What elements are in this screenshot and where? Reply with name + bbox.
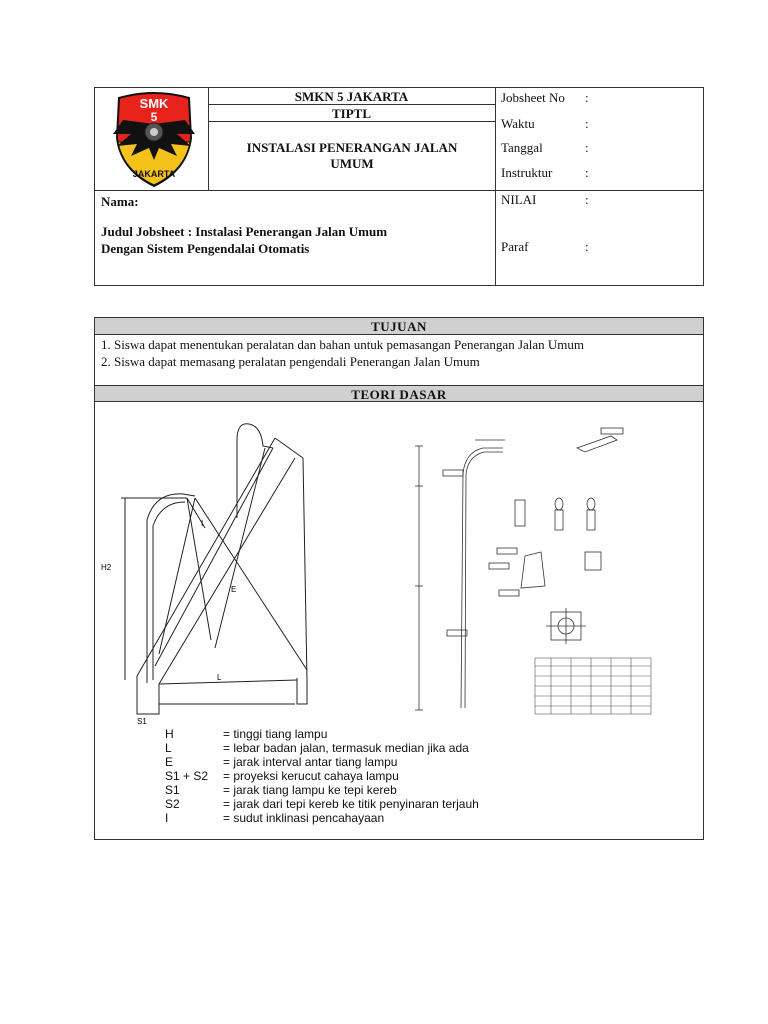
- legend-key: S2: [165, 797, 180, 811]
- jobsheet-header-table: [94, 87, 704, 286]
- school-logo: [105, 90, 203, 188]
- field-colon: :: [585, 90, 589, 105]
- tujuan-item-2: 2. Siswa dapat memasang peralatan pengendali Penerangan Jalan Umum: [101, 354, 480, 369]
- pole-technical-drawing: [405, 426, 665, 718]
- field-colon: :: [585, 140, 589, 155]
- legend-item: [165, 797, 479, 811]
- legend-desc: = tinggi tiang lampu: [223, 727, 328, 741]
- teori-heading: TEORI DASAR: [95, 385, 703, 402]
- legend-desc: = lebar badan jalan, termasuk median jika ada: [223, 741, 469, 755]
- legend-item: [165, 783, 397, 797]
- school-name: SMKN 5 JAKARTA: [294, 89, 409, 104]
- legend-item: [165, 811, 384, 825]
- field-waktu-label: Waktu: [501, 116, 535, 131]
- field-colon: :: [585, 165, 589, 180]
- jobsheet-title: INSTALASI PENERANGAN JALAN UMUM: [246, 140, 458, 171]
- legend-item: [165, 741, 469, 755]
- judul-line-2: Dengan Sistem Pengendalai Otomatis: [101, 241, 310, 256]
- department-name: TIPTL: [331, 106, 371, 121]
- legend-key: E: [165, 755, 174, 769]
- tujuan-item-1: 1. Siswa dapat menentukan peralatan dan bahan untuk pemasangan Penerangan Jalan Umum: [101, 337, 585, 352]
- label-s1: S1: [137, 717, 147, 726]
- paraf-colon: :: [585, 239, 589, 254]
- label-h2: H2: [101, 563, 112, 572]
- judul-line-1: Judul Jobsheet : Instalasi Penerangan Jalan Umum: [101, 224, 388, 239]
- legend-item: [165, 769, 399, 783]
- paraf-label: Paraf: [501, 239, 529, 254]
- legend-desc: = jarak dari tepi kereb ke titik penyinaran terjauh: [223, 797, 479, 811]
- street-light-geometry-diagram: [95, 418, 395, 728]
- field-instruktur-label: Instruktur: [501, 165, 553, 180]
- legend-desc: = sudut inklinasi pencahayaan: [223, 811, 385, 825]
- label-l: L: [217, 673, 222, 682]
- legend-desc: = jarak tiang lampu ke tepi kereb: [223, 783, 397, 797]
- field-jobsheet-no-label: Jobsheet No: [501, 90, 565, 105]
- legend-key: H: [165, 727, 174, 741]
- label-i: I: [201, 519, 204, 528]
- legend-key: I: [165, 811, 169, 825]
- legend-desc: = jarak interval antar tiang lampu: [223, 755, 398, 769]
- tujuan-heading: TUJUAN: [95, 318, 703, 335]
- field-tanggal-label: Tanggal: [501, 140, 543, 155]
- legend-key: L: [165, 741, 172, 755]
- nilai-label: NILAI: [501, 192, 537, 207]
- label-e: E: [231, 585, 237, 594]
- logo-text-number: 5: [150, 110, 158, 124]
- logo-text-bottom: JAKARTA: [132, 169, 176, 179]
- content-section: [94, 317, 704, 840]
- legend-key: S1: [165, 783, 180, 797]
- logo-text-top: SMK: [139, 96, 169, 111]
- field-colon: :: [585, 116, 589, 131]
- legend-desc: = proyeksi kerucut cahaya lampu: [223, 769, 399, 783]
- nama-label: Nama:: [101, 194, 139, 209]
- divider: [95, 190, 703, 191]
- nilai-colon: :: [585, 192, 589, 207]
- legend-item: [165, 727, 327, 741]
- divider: [495, 88, 496, 285]
- legend-item: [165, 755, 397, 769]
- legend-key: S1 + S2: [165, 769, 209, 783]
